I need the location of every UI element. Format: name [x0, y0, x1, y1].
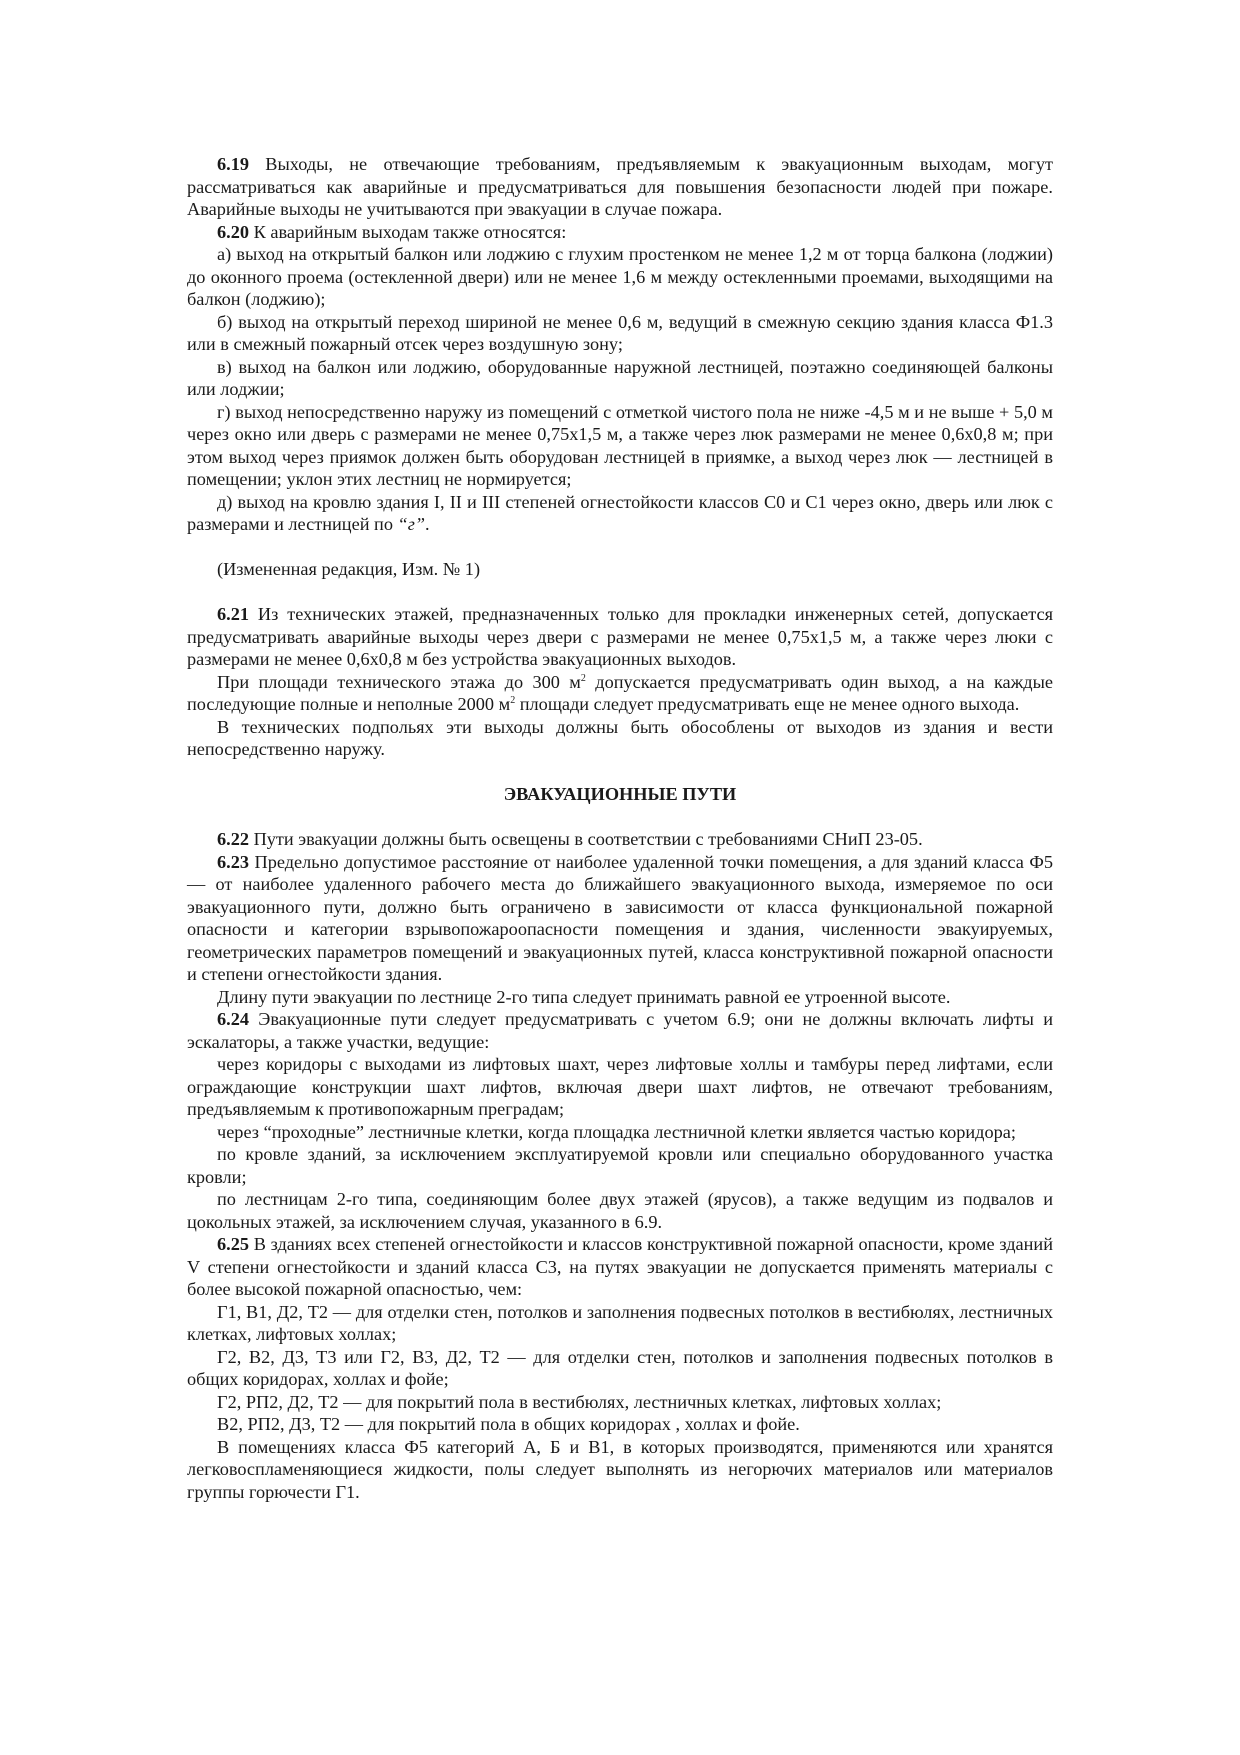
clause-text: Выходы, не отвечающие требованиям, предъявляемым к эвакуационным выходам, могут рассматриваться как аварийные и предусматриваться для повышения безопасности людей при пожаре. Аварийные выходы не учитываются при эвакуации в случае пожара. [187, 154, 1053, 219]
list-item-text: д) выход на кровлю здания I, II и III степеней огнестойкости классов С0 и С1 через окно, дверь или люк с размерами и лестницей по [187, 491, 1053, 534]
clause-text: К аварийным выходам также относятся: [249, 221, 567, 242]
clause-text: Эвакуационные пути следует предусматривать с учетом 6.9; они не должны включать лифты и эскалаторы, а также участки, ведущие: [187, 1009, 1053, 1052]
list-item: по лестницам 2-го типа, соединяющим более двух этажей (ярусов), а также ведущим из подвалов и цокольных этажей, за исключением случая, указанного в 6.9. [187, 1189, 1053, 1232]
paragraph-6-25 [187, 1233, 1053, 1301]
spacer [187, 761, 1053, 784]
list-item: по кровле зданий, за исключением эксплуатируемой кровли или специально оборудованного участка кровли; [187, 1144, 1053, 1187]
item-reference: “г” [397, 514, 426, 534]
clause-number: 6.19 [217, 154, 249, 174]
text-part: площади следует предусматривать еще не менее одного выхода. [515, 694, 1020, 714]
superscript: 2 [510, 694, 516, 706]
list-item: через “проходные” лестничные клетки, когда площадка лестничной клетки является частью коридора; [217, 1121, 1016, 1142]
clause-number: 6.20 [217, 221, 249, 242]
paragraph-6-21-underfloor: В технических подпольях эти выходы должны быть обособлены от выходов из здания и вести непосредственно наружу. [187, 716, 1053, 759]
list-item-d [187, 491, 1053, 536]
clause-number: 6.25 [217, 1234, 249, 1254]
clause-number: 6.22 [217, 829, 249, 849]
paragraph-6-19 [187, 153, 1053, 221]
clause-text: В зданиях всех степеней огнестойкости и классов конструктивной пожарной опасности, кроме зданий V степени огнестойкости и зданий класса С3, на путях эвакуации не допускается применять материалы с более высокой пожарной опасностью, чем: [187, 1234, 1053, 1299]
paragraph-6-23-stairs: Длину пути эвакуации по лестнице 2-го типа следует принимать равной ее утроенной высоте. [217, 986, 951, 1007]
list-item: Г2, РП2, Д2, Т2 — для покрытий пола в вестибюлях, лестничных клетках, лифтовых холлах; [217, 1391, 942, 1412]
paragraph-6-21-area [187, 671, 1053, 716]
paragraph-6-22 [187, 828, 1053, 851]
paragraph-6-24 [187, 1008, 1053, 1053]
list-item-g: г) выход непосредственно наружу из помещений с отметкой чистого пола не ниже -4,5 м и не выше + 5,0 м через окно или дверь с размерами не менее 0,75х1,5 м, а также через люк размерами не менее 0,6х0,8 м; при этом выход через приямок должен быть оборудован лестницей в приямке, а выход через люк — лестницей в помещении; уклон этих лестниц не нормируется; [187, 401, 1053, 489]
paragraph-6-21 [187, 603, 1053, 671]
clause-text: Предельно допустимое расстояние от наиболее удаленной точки помещения, а для зданий класса Ф5 — от наиболее удаленного рабочего места до ближайшего эвакуационного выхода, измеряемое по оси эвакуационного пути, должно быть ограничено в зависимости от класса функциональной пожарной опасности и категории взрывопожароопасности помещения и здания, численности эвакуируемых, геометрических параметров помещений и эвакуационных путей, класса конструктивной пожарной опасности и степени огнестойкости здания. [187, 851, 1053, 984]
text-part: допускается предусматривать один выход, а на каждые последующие полные и неполные 2000 м [187, 671, 1054, 714]
list-item-a: а) выход на открытый балкон или лоджию с глухим простенком не менее 1,2 м от торца балкона (лоджии) до оконного проема (остекленной двери) или не менее 1,6 м между остекленными проемами, выходящими на балкон (лоджию); [187, 244, 1053, 309]
clause-number: 6.24 [217, 1009, 249, 1029]
clause-number: 6.21 [217, 604, 249, 624]
clause-text: Пути эвакуации должны быть освещены в соответствии с требованиями СНиП 23-05. [249, 829, 923, 849]
list-item: Г1, В1, Д2, Т2 — для отделки стен, потолков и заполнения подвесных потолков в вестибюлях, лестничных клетках, лифтовых холлах; [187, 1301, 1053, 1344]
section-heading: ЭВАКУАЦИОННЫЕ ПУТИ [503, 784, 737, 804]
paragraph-f5-floors: В помещениях класса Ф5 категорий А, Б и В1, в которых производятся, применяются или хранятся легковоспламеняющиеся жидкости, полы следует выполнять из негорючих материалов или материалов группы горючести Г1. [187, 1436, 1053, 1502]
paragraph-6-20 [187, 221, 1053, 244]
superscript: 2 [580, 672, 586, 684]
list-item-end: . [425, 514, 430, 534]
list-item-v: в) выход на балкон или лоджию, оборудованные наружной лестницей, поэтажно соединяющей балконы или лоджии; [187, 356, 1053, 399]
spacer [187, 806, 1053, 829]
text-part: При площади технического этажа до 300 м [217, 671, 581, 692]
list-item: через коридоры с выходами из лифтовых шахт, через лифтовые холлы и тамбуры перед лифтами, если ограждающие конструкции шахт лифтов, включая двери шахт лифтов, не отвечают требованиям, предъявляемым к противопожарным преградам; [187, 1054, 1053, 1119]
clause-number: 6.23 [217, 851, 249, 872]
paragraph-6-23 [187, 851, 1053, 986]
list-item: В2, РП2, Д3, Т2 — для покрытий пола в общих коридорах , холлах и фойе. [217, 1414, 800, 1434]
amendment-note: (Измененная редакция, Изм. № 1) [217, 559, 481, 579]
list-item: Г2, В2, Д3, Т3 или Г2, В3, Д2, Т2 — для отделки стен, потолков и заполнения подвесных потолков в общих коридорах, холлах и фойе; [187, 1346, 1053, 1389]
spacer [187, 536, 1053, 559]
clause-text: Из технических этажей, предназначенных только для прокладки инженерных сетей, допускается предусматривать аварийные выходы через двери с размерами не менее 0,75х1,5 м, а также через люки с размерами не менее 0,6х0,8 м без устройства эвакуационных выходов. [187, 604, 1053, 669]
document-page [187, 153, 1053, 1503]
spacer [187, 581, 1053, 604]
list-item-b: б) выход на открытый переход шириной не менее 0,6 м, ведущий в смежную секцию здания класса Ф1.3 или в смежный пожарный отсек через воздушную зону; [187, 311, 1053, 354]
